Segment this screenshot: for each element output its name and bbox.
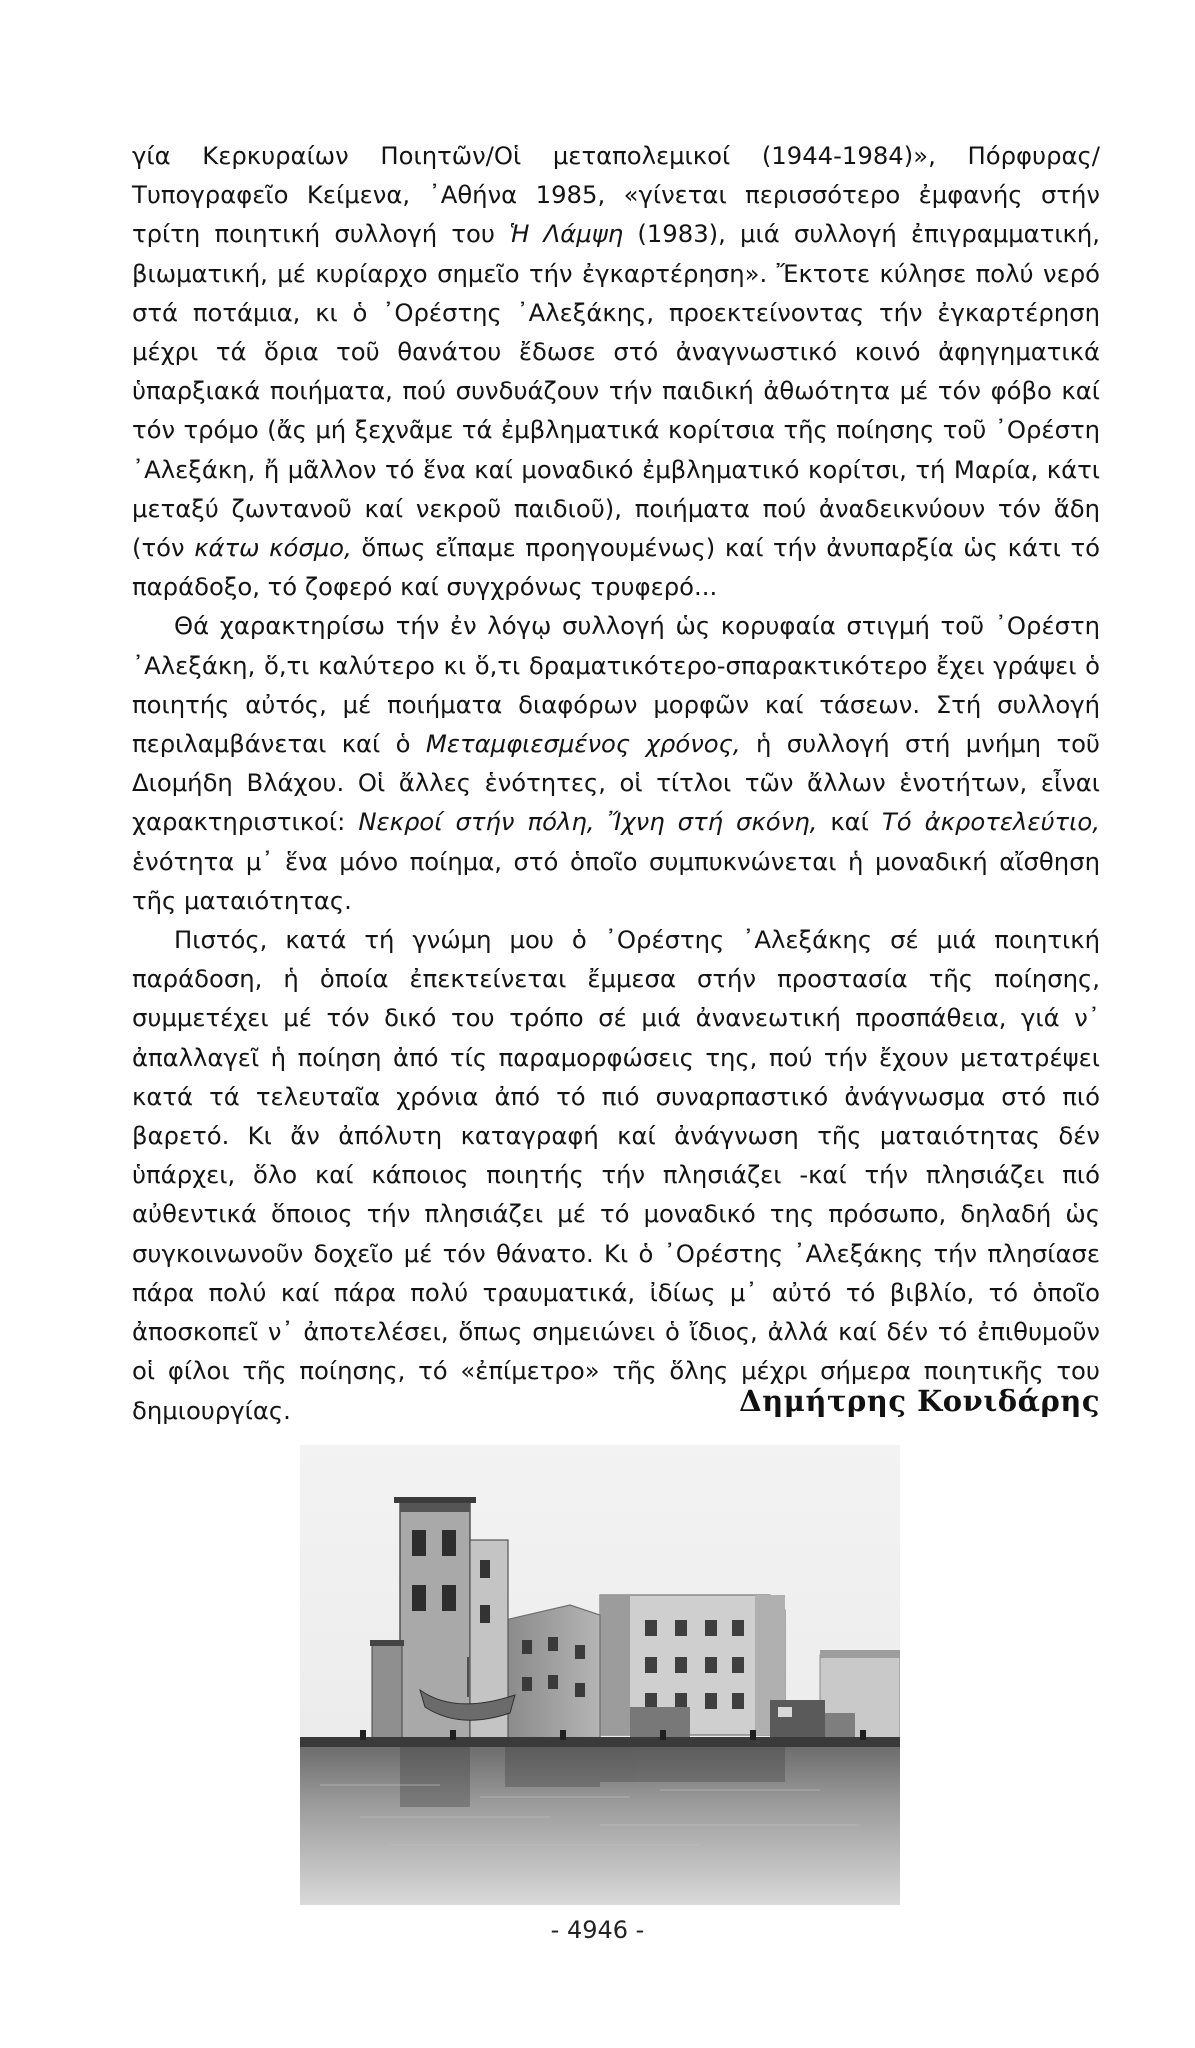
text-segment-italic: Τό ἀκροτελεύτιο, [881,807,1100,837]
text-segment: (1983), μιά συλλογή ἐπιγραμματική, βιωματική, μέ κυρίαρχο σημεῖο τήν ἐγκαρτέρηση». Ἔκτοτε κύλησε πολύ νερό στά ποτάμια, κι ὁ ᾿Ορέστης ᾿Αλεξάκης, προεκτείνοντας τήν ἐγκαρτέρηση μέχρι τά ὅρια τοῦ θανάτου ἔδωσε στό ἀναγνωστικό κοινό ἀφηγηματικά ὑπαρξιακά ποιήματα, πού συνδυάζουν τήν παιδική ἀθωότητα μέ τόν φόβο καί τόν τρόμο (ἄς μή ξεχνᾶμε τά ἐμβληματικά κορίτσια τῆς ποίησης τοῦ ᾿Ορέστη ᾿Αλεξάκη, ἤ μᾶλλον τό ἕνα καί μοναδικό ἐμβληματικό κορίτσι, τή Μαρία, κάτι μεταξύ ζωντανοῦ καί νεκροῦ παιδιοῦ), ποιήματα πού ἀναδεικνύουν τόν ἅδη (τόν [132,219,1100,563]
text-segment: ὅπως εἴπαμε προηγουμένως) καί τήν ἀνυπαρξία ὡς κάτι τό παράδοξο, τό ζοφερό καί συγχρόνως τρυφερό... [132,533,1100,602]
text-segment-italic: Νεκροί στήν πόλη, Ἴχνη στή σκόνη, [358,807,818,837]
text-segment-italic: Μεταμφιεσμένος χρόνος, [425,729,741,759]
harbor-buildings-drawing [300,1445,900,1905]
paragraph-3 [132,920,1100,1430]
text-segment: γία Κερκυραίων Ποιητῶν/Οἱ μεταπολεμικοί (1944-1984)», Πόρφυρας/Τυπογραφεῖο Κείμενα, ᾿Αθήνα 1985, «γίνεται περισσότερο ἐμφανής στήν τρίτη ποιητική συλλογή του [132,141,1100,249]
text-segment: Θά χαρακτηρίσω τήν ἐν λόγῳ συλλογή ὡς κορυφαία στιγμή τοῦ ᾿Ορέστη ᾿Αλεξάκη, ὅ,τι καλύτερο κι ὅ,τι δραματικότερο-σπαρακτικότερο ἔχει γράψει ὁ ποιητής αὐτός, μέ ποιήματα διαφόρων μορφῶν καί τάσεων. Στή συλλογή περιλαμβάνεται καί ὁ [132,611,1100,759]
svg-text:~: ~ [754,1738,762,1747]
paragraph-2 [132,606,1100,920]
text-segment-italic: Ἡ Λάμψη [509,219,624,249]
page-number: - 4946 - [550,1916,645,1944]
text-segment: καί [817,807,882,837]
text-segment-italic: κάτω κόσμο, [194,533,352,563]
article-body [132,136,1100,1430]
text-segment: ἡ συλλογή στή μνήμη τοῦ Διομήδη Βλάχου. Οἱ ἄλλες ἑνότητες, οἱ τίτλοι τῶν ἄλλων ἑνοτήτων, εἶναι χαρακτηριστικοί: [132,729,1100,837]
text-segment: Πιστός, κατά τή γνώμη μου ὁ ᾿Ορέστης ᾿Αλεξάκης σέ μιά ποιητική παράδοση, ἡ ὁποία ἐπεκτείνεται ἔμμεσα στήν προστασία τῆς ποίησης, συμμετέχει μέ τόν δικό του τρόπο σέ μιά ἀνανεωτική προσπάθεια, γιά ν᾿ ἀπαλλαγεῖ ἡ ποίηση ἀπό τίς παραμορφώσεις της, πού τήν ἔχουν μετατρέψει κατά τά τελευταῖα χρόνια ἀπό τό πιό συναρπαστικό ἀνάγνωσμα στό πιό βαρετό. Κι ἄν ἀπόλυτη καταγραφή καί ἀνάγνωση τῆς ματαιότητας δέν ὑπάρχει, ὅλο καί κάποιος ποιητής τήν πλησιάζει -καί τήν πλησιάζει πιό αὐθεντικά ὅποιος τήν πλησιάζει μέ τό μοναδικό της πρόσωπο, δηλαδή ὡς συγκοινωνοῦν δοχεῖο μέ τόν θάνατο. Κι ὁ ᾿Ορέστης ᾿Αλεξάκης τήν πλησίασε πάρα πολύ καί πάρα πολύ τραυματικά, ἰδίως μ᾿ αὐτό τό βιβλίο, τό ὁποῖο ἀποσκοπεῖ ν᾿ ἀποτελέσει, ὅπως σημειώνει ὁ ἴδιος, ἀλλά καί δέν τό ἐπιθυμοῦν οἱ φίλοι τῆς ποίησης, τό «ἐπίμετρο» τῆς ὅλης μέχρι σήμερα ποιητικῆς του δημιουργίας. [132,925,1100,1425]
paragraph-1 [132,136,1100,606]
author-signature: Δημήτρης Κονιδάρης [739,1384,1100,1418]
text-segment: ἑνότητα μ᾿ ἕνα μόνο ποίημα, στό ὁποῖο συμπυκνώνεται ἡ μοναδική αἴσθηση τῆς ματαιότητας. [132,846,1100,915]
